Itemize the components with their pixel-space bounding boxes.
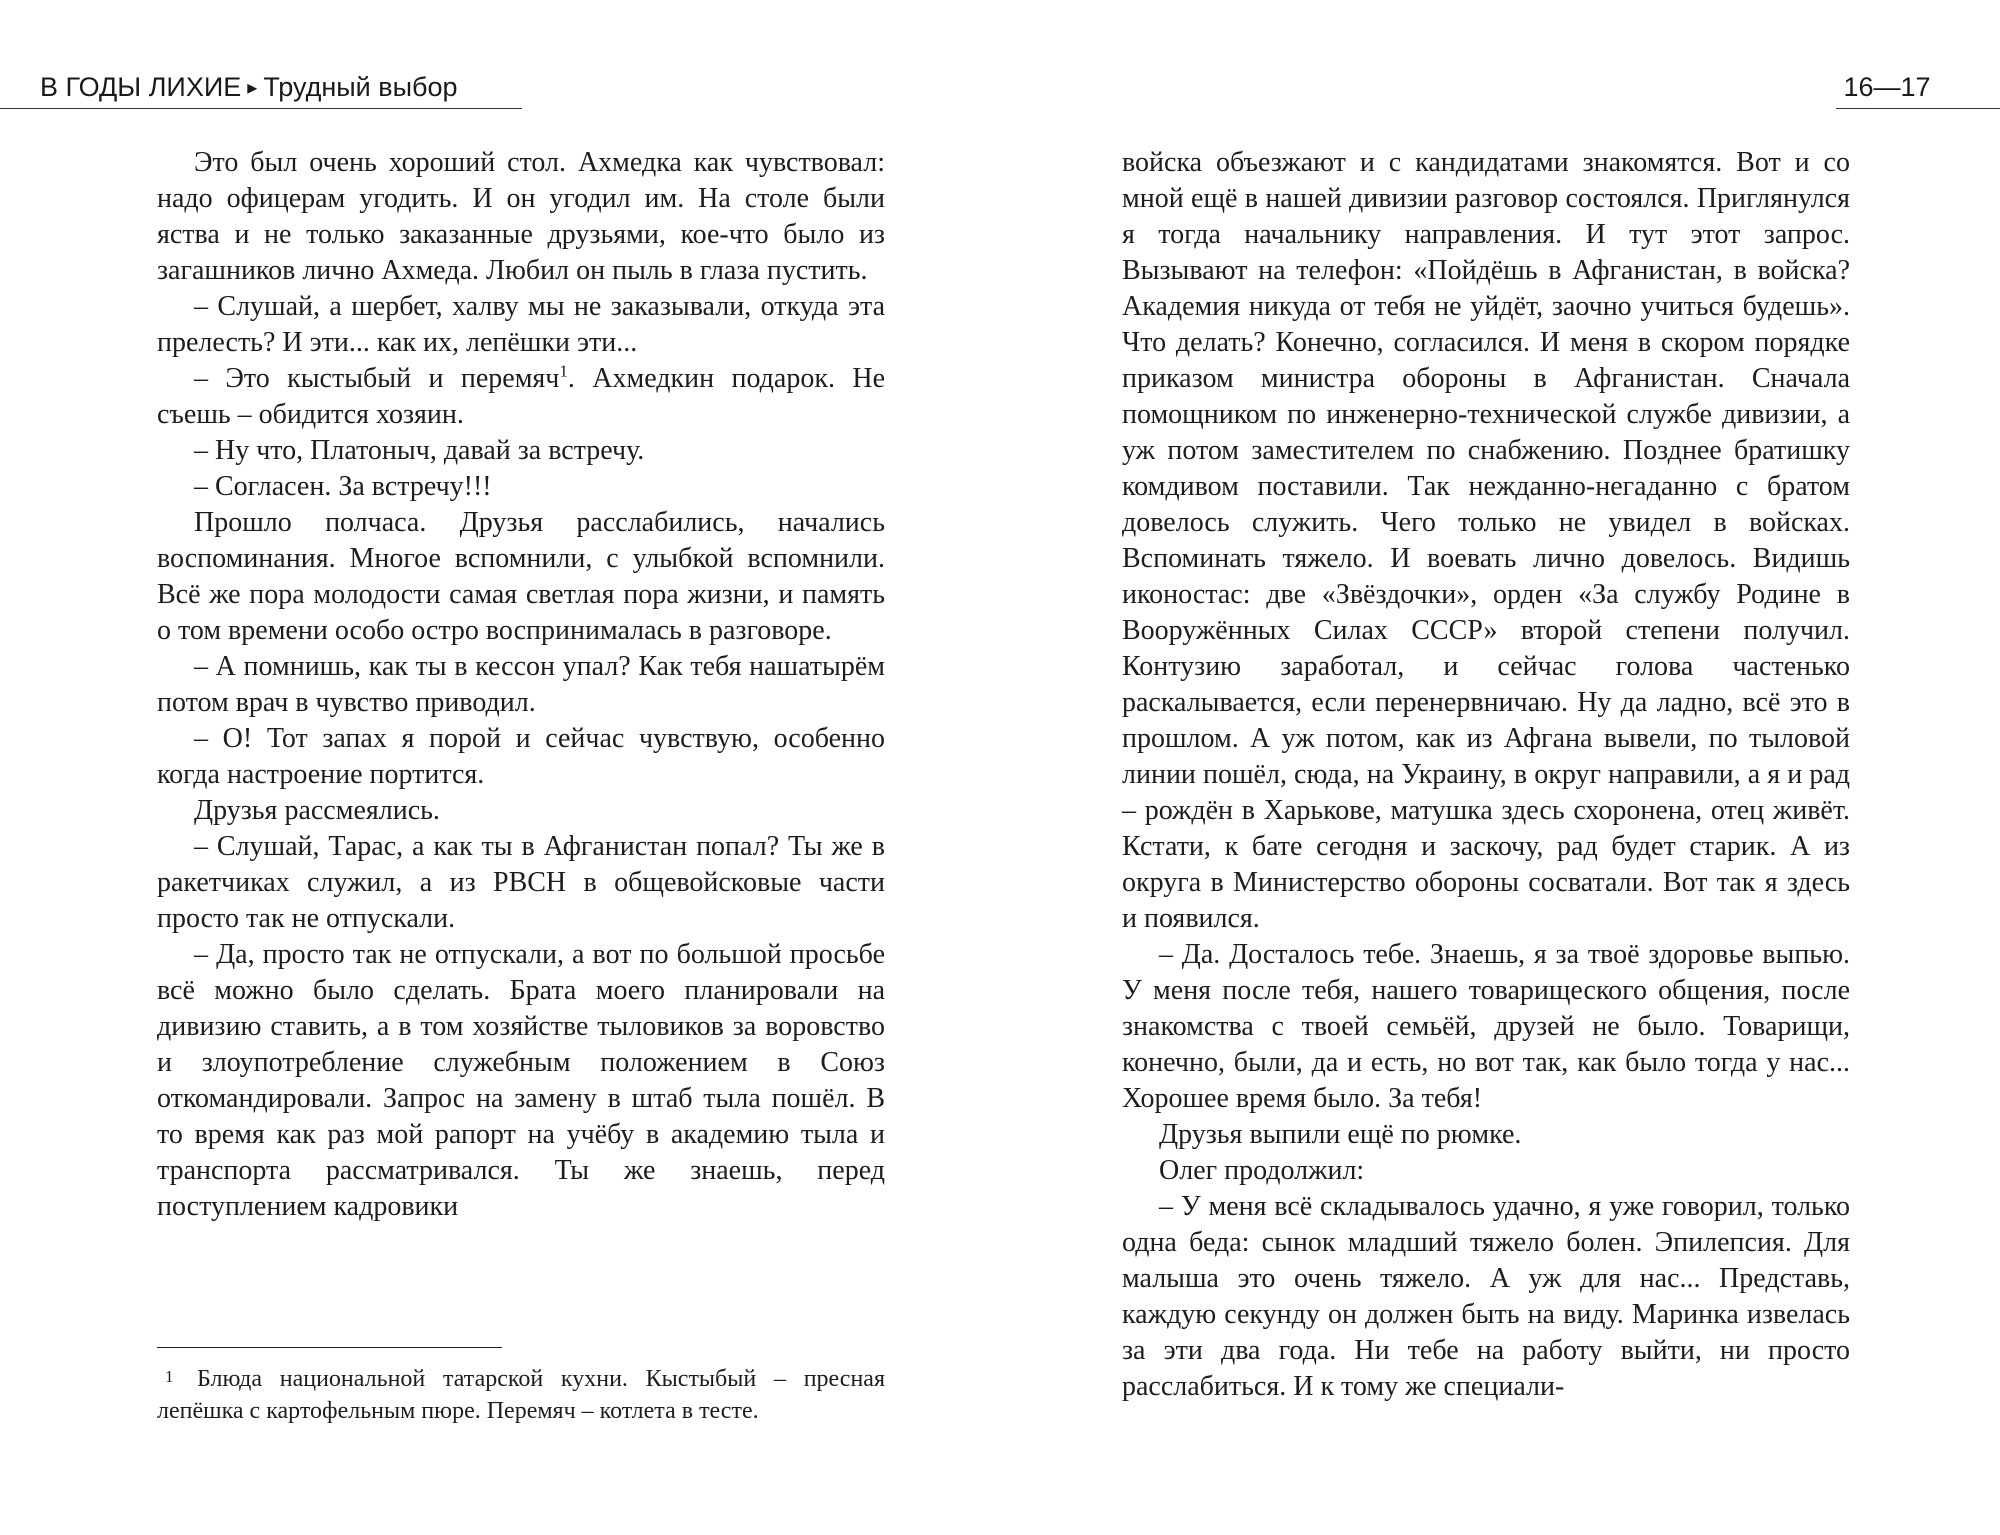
paragraph: – О! Тот запах я порой и сейчас чувствую, особенно когда настроение портится. — [157, 723, 885, 790]
footnote-text: Блюда национальной татарской кухни. Кыстыбый – пресная лепёшка с картофельным пюре. Перемяч – котлета в тесте. — [157, 1366, 885, 1424]
footnote — [157, 1363, 885, 1427]
page-numbers: 16—17 — [1843, 72, 1931, 102]
paragraph: – Согласен. За встречу!!! — [194, 471, 492, 502]
header-rule-right — [1836, 108, 2000, 109]
running-head-left — [40, 72, 458, 103]
paragraph: – Да. Досталось тебе. Знаешь, я за твоё здоровье выпью. У меня после тебя, нашего товарищеского общения, после знакомства с твоей семьёй, друзей не было. Товарищи, конечно, были, да и есть, но вот так, как было тогда у нас... Хорошее время было. За тебя! — [1122, 939, 1850, 1114]
paragraph-continued: войска объезжают и с кандидатами знакомятся. Вот и со мной ещё в нашей дивизии разговор состоялся. Приглянулся я тогда начальнику направления. И тут этот запрос. Вызывают на телефон: «Пойдёшь в Афганистан, в войска? Академия никуда от тебя не уйдёт, заочно учиться будешь». Что делать? Конечно, согласился. И меня в скором порядке приказом министра обороны в Афганистан. Сначала помощником по инженерно-технической службе дивизии, а уж потом заместителем по снабжению. Позднее братишку комдивом поставили. Так нежданно-негаданно с братом довелось служить. Чего только не увидел в войсках. Вспоминать тяжело. И воевать лично довелось. Видишь иконостас: две «Звёздочки», орден «За службу Родине в Вооружённых Силах СССР» второй степени получил. Контузию заработал, и сейчас голова частенько раскалывается, если перенервничаю. Ну да ладно, всё это в прошлом. А уж потом, как из Афгана вывели, по тыловой линии пошёл, сюда, на Украину, в округ направили, а я и рад – рождён в Харькове, матушка здесь схоронена, отец живёт. Кстати, к бате сегодня и заскочу, рад будет старик. А из округа в Министерство обороны сосватали. Вот так я здесь и появился. — [1122, 147, 1850, 934]
paragraph: Олег продолжил: — [1159, 1155, 1365, 1186]
paragraph: Друзья рассмеялись. — [194, 795, 440, 826]
paragraph-text: . Ахмедкин подарок. Не съешь – обидится хозяин. — [157, 363, 886, 430]
paragraph: – А помнишь, как ты в кессон упал? Как тебя нашатырём потом врач в чувство приводил. — [157, 651, 885, 718]
triangle-separator-icon: ▸ — [247, 77, 258, 99]
right-page-text — [1122, 145, 1850, 1405]
paragraph: – Слушай, Тарас, а как ты в Афганистан попал? Ты же в ракетчиках служил, а из РВСН в общевойсковые части просто так не отпускали. — [157, 831, 885, 934]
paragraph-text: – Это кыстыбый и перемяч — [194, 363, 560, 394]
paragraph: Прошло полчаса. Друзья расслабились, начались воспоминания. Многое вспомнили, с улыбкой вспомнили. Всё же пора молодости самая светлая пора жизни, и память о том времени особо остро воспринималась в разговоре. — [157, 507, 885, 646]
footnote-reference: 1 — [559, 361, 568, 381]
paragraph: Это был очень хороший стол. Ахмедка как чувствовал: надо офицерам угодить. И он угодил им. На столе были яства и не только заказанные друзьями, кое-что было из загашников лично Ахмеда. Любил он пыль в глаза пустить. — [157, 147, 885, 286]
paragraph — [157, 361, 885, 433]
footnote-mark: 1 — [165, 1367, 174, 1386]
header-rule-left — [0, 108, 522, 109]
paragraph: – Да, просто так не отпускали, а вот по большой просьбе всё можно было сделать. Брата моего планировали на дивизию ставить, а в том хозяйстве тыловиков за воровство и злоупотребление служебным положением в Союз откомандировали. Запрос на замену в штаб тыла пошёл. В то время как раз мой рапорт на учёбу в академию тыла и транспорта рассматривался. Ты же знаешь, перед поступлением кадровики — [157, 939, 885, 1222]
book-title: В ГОДЫ ЛИХИЕ — [40, 72, 242, 102]
left-page-text — [157, 145, 885, 1225]
paragraph: – У меня всё складывалось удачно, я уже говорил, только одна беда: сынок младший тяжело болен. Эпилепсия. Для малыша это очень тяжело. А уж для нас... Представь, каждую секунду он должен быть на виду. Маринка извелась за эти два года. Ни тебе на работу выйти, ни просто расслабиться. И к тому же специали- — [1122, 1191, 1850, 1402]
paragraph: Друзья выпили ещё по рюмке. — [1159, 1119, 1522, 1150]
chapter-title: Трудный выбор — [263, 72, 458, 102]
paragraph: – Слушай, а шербет, халву мы не заказывали, откуда эта прелесть? И эти... как их, лепёшки эти... — [157, 291, 885, 358]
paragraph: – Ну что, Платоныч, давай за встречу. — [194, 435, 645, 466]
footnote-rule — [157, 1347, 502, 1348]
